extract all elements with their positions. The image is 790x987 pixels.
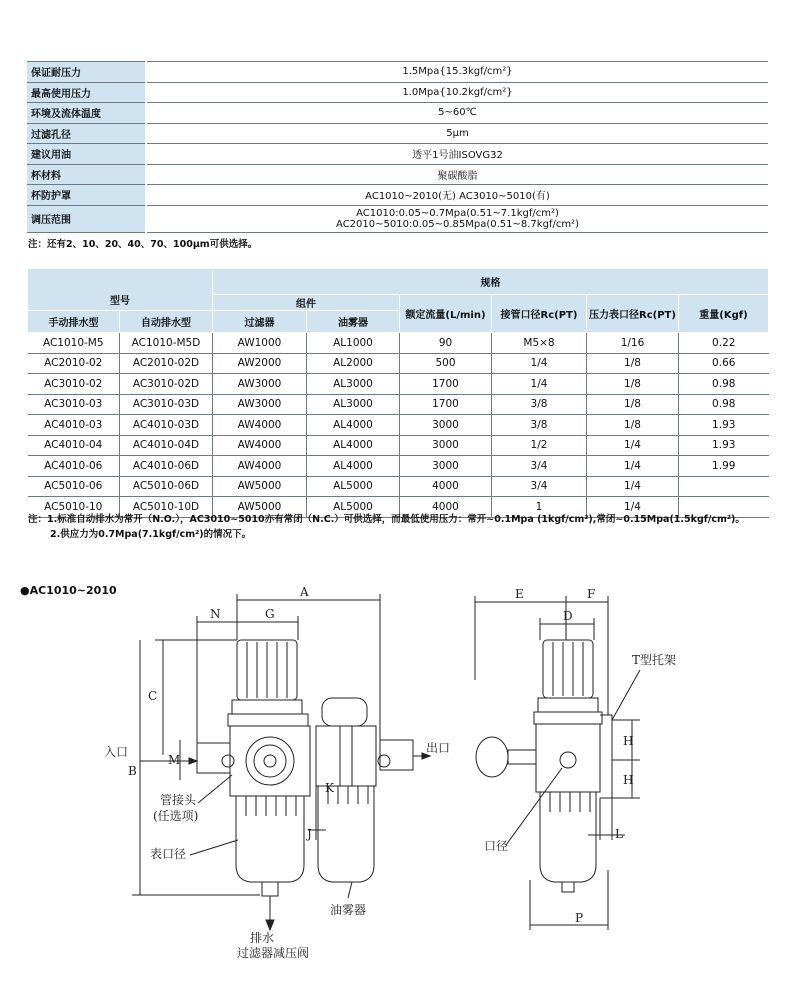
table-cell: 3/8	[492, 394, 587, 415]
table-cell: 1700	[400, 374, 492, 395]
table-cell: AC5010-10D	[120, 497, 213, 518]
spec-value	[146, 205, 768, 232]
table-cell: 3/8	[492, 415, 587, 436]
table-cell: AC4010-03	[28, 415, 120, 436]
table-cell: 0.22	[679, 333, 769, 354]
table-cell: AC3010-02D	[120, 374, 213, 395]
table-cell: AL2000	[307, 353, 400, 374]
table-cell: AC3010-02	[28, 374, 120, 395]
header-port: 接管口径Rc(PT)	[492, 295, 587, 333]
dim-b: B	[128, 764, 137, 778]
table-cell: AL4000	[307, 435, 400, 456]
spec-table	[27, 61, 768, 233]
table-cell: 1.99	[679, 456, 769, 477]
header-manual: 手动排水型	[28, 311, 120, 333]
table-cell: 1/8	[587, 394, 679, 415]
table-cell: 1/4	[587, 497, 679, 518]
label-port: 口径	[484, 839, 509, 853]
model-note-1: 注：1.标准自动排水为常开（N.O.），AC3010~5010亦有常闭（N.C.）可供选择，而最低使用压力：常开~0.1Mpa (1kgf/cm²),常闭~0.15Mpa(1.5kgf/cm²)。	[28, 514, 745, 525]
table-row	[28, 333, 769, 354]
table-cell: AC3010-03D	[120, 394, 213, 415]
label-optional: (任选项)	[153, 809, 199, 823]
table-cell: AL4000	[307, 456, 400, 477]
dim-l: L	[615, 827, 623, 841]
dimension-drawing	[0, 580, 790, 980]
label-drain: 排水	[250, 931, 275, 945]
label-gauge-port: 表口径	[150, 847, 187, 861]
table-cell: AW5000	[213, 476, 307, 497]
table-cell: AC3010-03	[28, 394, 120, 415]
table-cell: AL3000	[307, 394, 400, 415]
table-cell: 3000	[400, 435, 492, 456]
spec-value: 5μm	[146, 123, 768, 144]
header-flow: 额定流量(L/min)	[400, 295, 492, 333]
dim-a: A	[300, 585, 309, 599]
label-filter-regulator: 过滤器减压阀	[237, 946, 310, 960]
table-cell	[679, 476, 769, 497]
table-cell: M5×8	[492, 333, 587, 354]
table-cell: AW3000	[213, 374, 307, 395]
table-cell: AW3000	[213, 394, 307, 415]
dim-k: K	[325, 781, 334, 795]
table-cell: AC5010-10	[28, 497, 120, 518]
label-outlet: 出口	[426, 741, 451, 755]
table-cell: 0.98	[679, 374, 769, 395]
label-lubricator: 油雾器	[330, 903, 367, 917]
table-cell: 0.98	[679, 394, 769, 415]
table-cell: AC1010-M5	[28, 333, 120, 354]
spec-value: 1.0Mpa{10.2kgf/cm²}	[146, 82, 768, 103]
header-model: 型号	[28, 269, 213, 311]
table-cell: 3000	[400, 415, 492, 436]
table-cell: AC4010-06D	[120, 456, 213, 477]
dim-c: C	[148, 689, 158, 703]
table-cell: 1/4	[587, 456, 679, 477]
table-cell: 1/4	[587, 435, 679, 456]
table-cell: 0.66	[679, 353, 769, 374]
table-cell: AC2010-02D	[120, 353, 213, 374]
table-cell: 1/2	[492, 435, 587, 456]
table-cell: AW4000	[213, 456, 307, 477]
header-gauge: 压力表口径Rc(PT)	[587, 295, 679, 333]
table-cell: AW2000	[213, 353, 307, 374]
dim-f: F	[587, 587, 596, 601]
model-table	[27, 268, 769, 518]
spec-label: 环境及流体温度	[27, 103, 146, 124]
table-cell: AW4000	[213, 435, 307, 456]
table-cell: 1/8	[587, 353, 679, 374]
table-row	[28, 435, 769, 456]
table-cell: 3000	[400, 456, 492, 477]
label-fitting: 管接头	[160, 793, 197, 807]
table-cell: AC4010-04	[28, 435, 120, 456]
header-filter-reg: 过滤器	[213, 311, 307, 333]
spec-label: 建议用油	[27, 144, 146, 165]
table-cell: AL1000	[307, 333, 400, 354]
spec-label: 保证耐压力	[27, 62, 146, 83]
table-row	[28, 456, 769, 477]
table-cell: 90	[400, 333, 492, 354]
spec-label: 杯材料	[27, 164, 146, 185]
dim-p: P	[575, 911, 584, 925]
table-cell: 4000	[400, 476, 492, 497]
table-cell: AC4010-06	[28, 456, 120, 477]
table-cell: AC2010-02	[28, 353, 120, 374]
spec-row	[27, 164, 768, 185]
header-auto: 自动排水型	[120, 311, 213, 333]
table-cell: 1	[492, 497, 587, 518]
spec-row	[27, 185, 768, 206]
spec-value-line: AC1010:0.05~0.7Mpa(0.51~7.1kgf/cm²)	[356, 207, 559, 219]
model-note-2: 2.供应力为0.7Mpa(7.1kgf/cm²)的情况下。	[50, 529, 252, 540]
spec-note: 注：还有2、10、20、40、70、100μm可供选择。	[28, 239, 258, 250]
table-cell: AL3000	[307, 374, 400, 395]
table-cell: AC1010-M5D	[120, 333, 213, 354]
header-spec: 规格	[213, 269, 769, 295]
dim-n: N	[210, 607, 221, 621]
spec-value: 1.5Mpa{15.3kgf/cm²}	[146, 62, 768, 83]
label-bracket: T型托架	[632, 653, 677, 667]
table-cell: AL4000	[307, 415, 400, 436]
spec-value: 聚碳酸脂	[146, 164, 768, 185]
table-cell: 1.93	[679, 415, 769, 436]
table-row	[28, 353, 769, 374]
dim-h1: H	[623, 734, 634, 748]
table-cell: 1/8	[587, 374, 679, 395]
spec-value: 5~60℃	[146, 103, 768, 124]
table-cell: 3/4	[492, 476, 587, 497]
table-cell: AC5010-06D	[120, 476, 213, 497]
spec-row	[27, 205, 768, 232]
table-cell: AW1000	[213, 333, 307, 354]
dim-d: D	[563, 609, 573, 623]
spec-value: 透平1号油ISOVG32	[146, 144, 768, 165]
table-cell: 500	[400, 353, 492, 374]
table-cell: 1/8	[587, 415, 679, 436]
table-cell: 1.93	[679, 435, 769, 456]
spec-value-line: AC2010~5010:0.05~0.85Mpa(0.51~8.7kgf/cm²)	[336, 218, 579, 230]
table-cell: AC4010-04D	[120, 435, 213, 456]
spec-row	[27, 82, 768, 103]
table-cell: AW4000	[213, 415, 307, 436]
table-cell: 1700	[400, 394, 492, 415]
dim-e: E	[515, 587, 524, 601]
table-row	[28, 394, 769, 415]
spec-label: 过滤孔径	[27, 123, 146, 144]
table-row	[28, 374, 769, 395]
table-cell: AW5000	[213, 497, 307, 518]
table-row	[28, 476, 769, 497]
dim-g: G	[265, 607, 275, 621]
table-cell: 3/4	[492, 456, 587, 477]
spec-value: AC1010~2010(无) AC3010~5010(有)	[146, 185, 768, 206]
table-cell: AL5000	[307, 476, 400, 497]
drawing-title: ●AC1010~2010	[20, 584, 117, 597]
spec-row	[27, 103, 768, 124]
spec-label: 最高使用压力	[27, 82, 146, 103]
table-cell: AC5010-06	[28, 476, 120, 497]
table-cell: AC4010-03D	[120, 415, 213, 436]
spec-label: 调压范围	[27, 205, 146, 232]
table-cell: 1/4	[492, 353, 587, 374]
spec-row	[27, 123, 768, 144]
spec-row	[27, 144, 768, 165]
header-components: 组件	[213, 295, 400, 311]
table-cell: 1/4	[492, 374, 587, 395]
table-cell: 1/16	[587, 333, 679, 354]
spec-row	[27, 62, 768, 83]
dim-j: J	[307, 827, 312, 841]
table-cell: 4000	[400, 497, 492, 518]
dim-h2: H	[623, 773, 634, 787]
dim-m: M	[168, 753, 181, 767]
header-weight: 重量(Kgf)	[679, 295, 769, 333]
table-row	[28, 415, 769, 436]
table-cell: 1/4	[587, 476, 679, 497]
spec-label: 杯防护罩	[27, 185, 146, 206]
label-inlet: 入口	[104, 745, 129, 759]
table-cell: AL5000	[307, 497, 400, 518]
header-lubricator: 油雾器	[307, 311, 400, 333]
